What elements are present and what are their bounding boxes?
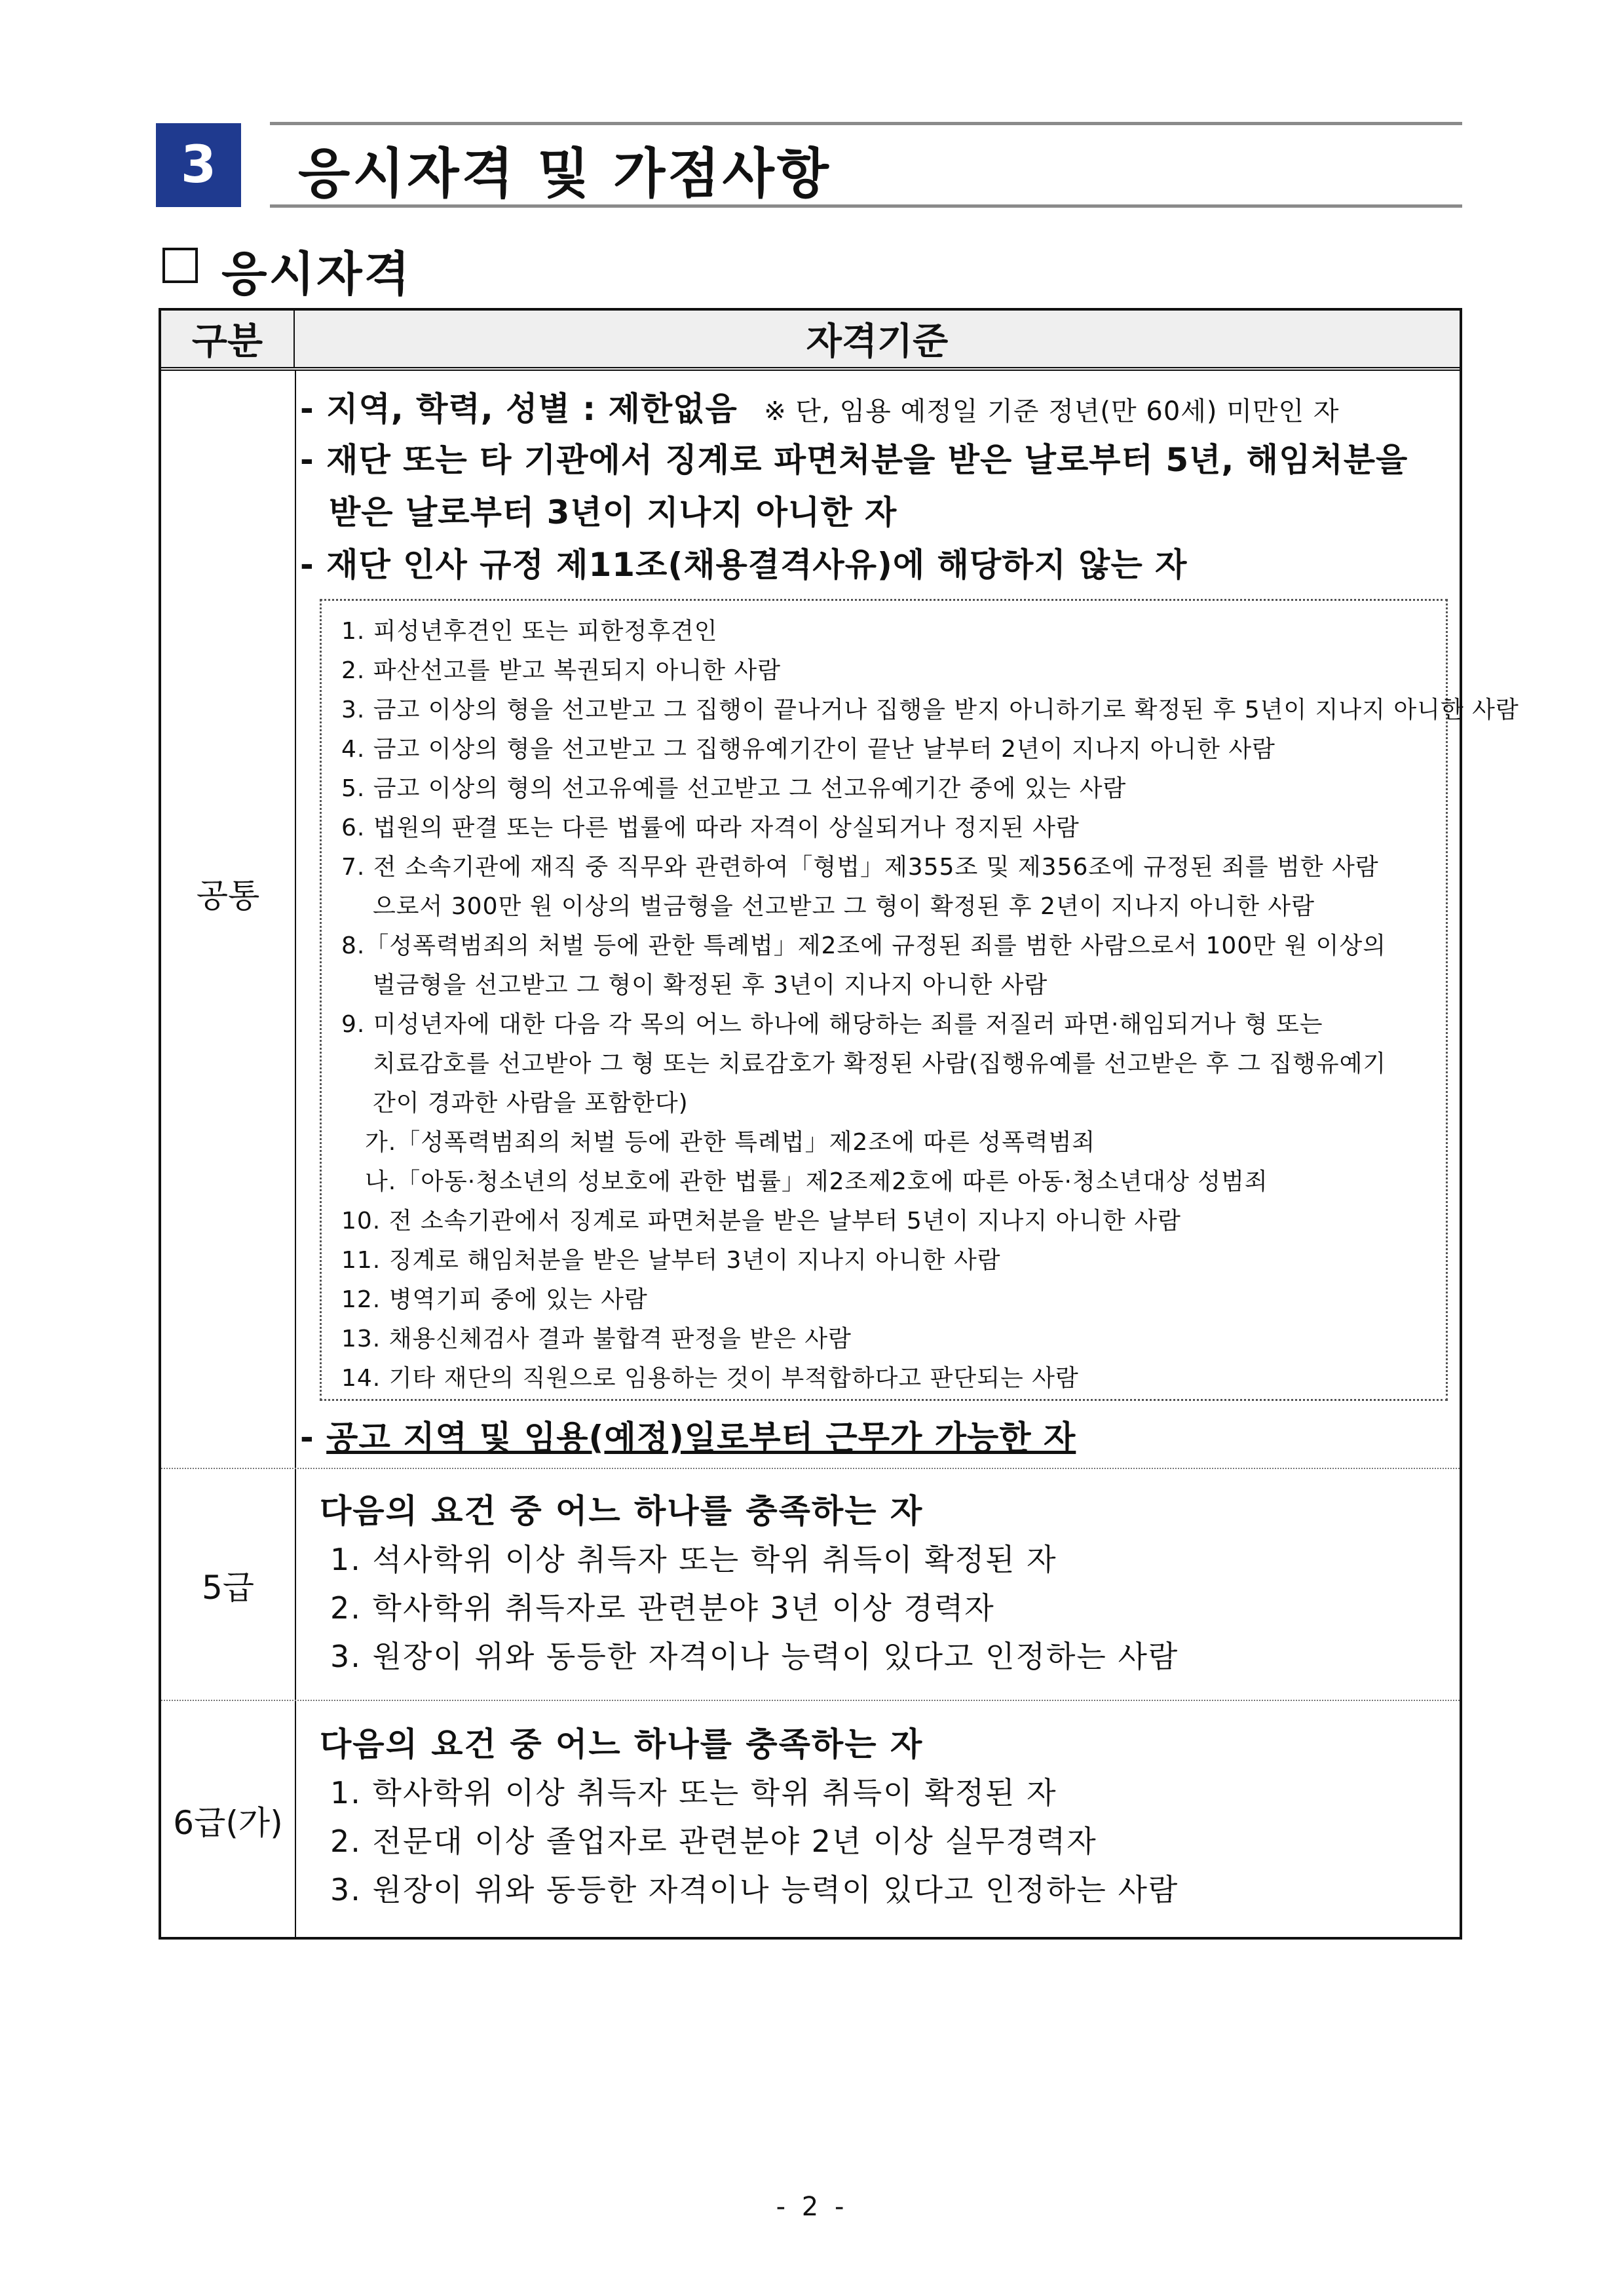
- list-item: 7. 전 소속기관에 재직 중 직무와 관련하여「형법」제355조 및 제356조에 규정된 죄를 범한 사람: [341, 854, 1379, 881]
- grade-6-item: 3. 원장이 위와 동등한 자격이나 능력이 있다고 인정하는 사람: [330, 1872, 1179, 1907]
- section-number-badge: 3: [156, 123, 241, 207]
- grade-5-item: 1. 석사학위 이상 취득자 또는 학위 취득이 확정된 자: [330, 1542, 1057, 1577]
- common-bullet-4: [300, 1411, 1076, 1459]
- grade-5-heading: 다음의 요건 중 어느 하나를 충족하는 자: [320, 1492, 924, 1530]
- list-item: 8.「성폭력범죄의 처벌 등에 관한 특례법」제2조에 규정된 죄를 범한 사람으로서 100만 원 이상의: [341, 932, 1387, 959]
- list-item: 9. 미성년자에 대한 다음 각 목의 어느 하나에 해당하는 죄를 저질러 파면·해임되거나 형 또는: [341, 1011, 1323, 1038]
- checkbox-square-icon: [162, 248, 198, 283]
- list-item-continuation: 치료감호를 선고받아 그 형 또는 치료감호가 확정된 사람(집행유예를 선고받은 후 그 집행유예기: [373, 1050, 1387, 1077]
- row-divider: [161, 1468, 1460, 1469]
- grade-6-item: 2. 전문대 이상 졸업자로 관련분야 2년 이상 실무경력자: [330, 1824, 1097, 1859]
- grade-6-item: 1. 학사학위 이상 취득자 또는 학위 취득이 확정된 자: [330, 1775, 1057, 1810]
- row-label-grade-5: 5급: [201, 1569, 255, 1607]
- common-bullet-2-line-1: - 재단 또는 타 기관에서 징계로 파면처분을 받은 날로부터 5년, 해임처분을: [300, 441, 1408, 479]
- grade-6-heading: 다음의 요건 중 어느 하나를 충족하는 자: [320, 1725, 924, 1763]
- common-bullet-3: - 재단 인사 규정 제11조(채용결격사유)에 해당하지 않는 자: [300, 546, 1188, 584]
- qualification-table: [159, 308, 1519, 1940]
- list-item: 5. 금고 이상의 형의 선고유예를 선고받고 그 선고유예기간 중에 있는 사람: [341, 775, 1127, 802]
- grade-5-item: 2. 학사학위 취득자로 관련분야 3년 이상 경력자: [330, 1590, 995, 1626]
- list-item: 2. 파산선고를 받고 복권되지 아니한 사람: [341, 657, 781, 684]
- section-title: 응시자격 및 가점사항: [298, 143, 832, 205]
- page-number: - 2 -: [776, 2192, 848, 2222]
- section-rule-bottom: [270, 204, 1462, 208]
- common-bullet-1: [300, 383, 1340, 430]
- row-label-common: 공통: [196, 877, 260, 915]
- list-item: 13. 채용신체검사 결과 불합격 판정을 받은 사람: [341, 1326, 852, 1352]
- list-item: 1. 피성년후견인 또는 피한정후견인: [341, 618, 718, 645]
- disqualification-list-box: [320, 599, 1519, 1401]
- list-item: 12. 병역기피 중에 있는 사람: [341, 1286, 648, 1313]
- subheading-title: 응시자격: [221, 246, 412, 301]
- list-item: 4. 금고 이상의 형을 선고받고 그 집행유예기간이 끝난 날부터 2년이 지나지 아니한 사람: [341, 736, 1275, 763]
- common-bullet-4-text: 공고 지역 및 임용(예정)일로부터 근무가 가능한 자: [326, 1419, 1076, 1457]
- list-item: 14. 기타 재단의 직원으로 임용하는 것이 부적합하다고 판단되는 사람: [341, 1365, 1079, 1392]
- list-item-continuation: 벌금형을 선고받고 그 형이 확정된 후 3년이 지나지 아니한 사람: [373, 972, 1048, 999]
- list-subitem: 가.「성폭력범죄의 처벌 등에 관한 특례법」제2조에 따른 성폭력범죄: [365, 1129, 1096, 1156]
- row-label-grade-6: 6급(가): [173, 1804, 283, 1842]
- common-bullet-1-main: - 지역, 학력, 성별 : 제한없음: [300, 390, 738, 428]
- list-subitem: 나.「아동·청소년의 성보호에 관한 법률」제2조제2호에 따른 아동·청소년대상 성범죄: [365, 1168, 1268, 1195]
- grade-5-item: 3. 원장이 위와 동등한 자격이나 능력이 있다고 인정하는 사람: [330, 1639, 1179, 1674]
- list-item: 3. 금고 이상의 형을 선고받고 그 집행이 끝나거나 집행을 받지 아니하기로 확정된 후 5년이 지나지 아니한 사람: [341, 697, 1519, 723]
- header-category: 구분: [161, 311, 295, 367]
- column-divider: [295, 371, 296, 1937]
- common-bullet-2-line-2: 받은 날로부터 3년이 지나지 아니한 자: [329, 493, 897, 531]
- common-bullet-4-dash: -: [300, 1419, 327, 1457]
- list-item-continuation: 간이 경과한 사람을 포함한다): [373, 1090, 689, 1117]
- list-item: 6. 법원의 판결 또는 다른 법률에 따라 자격이 상실되거나 정지된 사람: [341, 814, 1080, 841]
- row-divider: [161, 1700, 1460, 1701]
- section-rule-top: [270, 122, 1462, 125]
- list-item: 11. 징계로 해임처분을 받은 날부터 3년이 지나지 아니한 사람: [341, 1247, 1001, 1274]
- table-header-row: [161, 311, 1460, 371]
- list-item-continuation: 으로서 300만 원 이상의 벌금형을 선고받고 그 형이 확정된 후 2년이 지나지 아니한 사람: [373, 893, 1315, 920]
- common-bullet-1-note: ※ 단, 임용 예정일 기준 정년(만 60세) 미만인 자: [764, 396, 1340, 427]
- header-criteria: 자격기준: [806, 320, 949, 363]
- list-item: 10. 전 소속기관에서 징계로 파면처분을 받은 날부터 5년이 지나지 아니한 사람: [341, 1208, 1181, 1234]
